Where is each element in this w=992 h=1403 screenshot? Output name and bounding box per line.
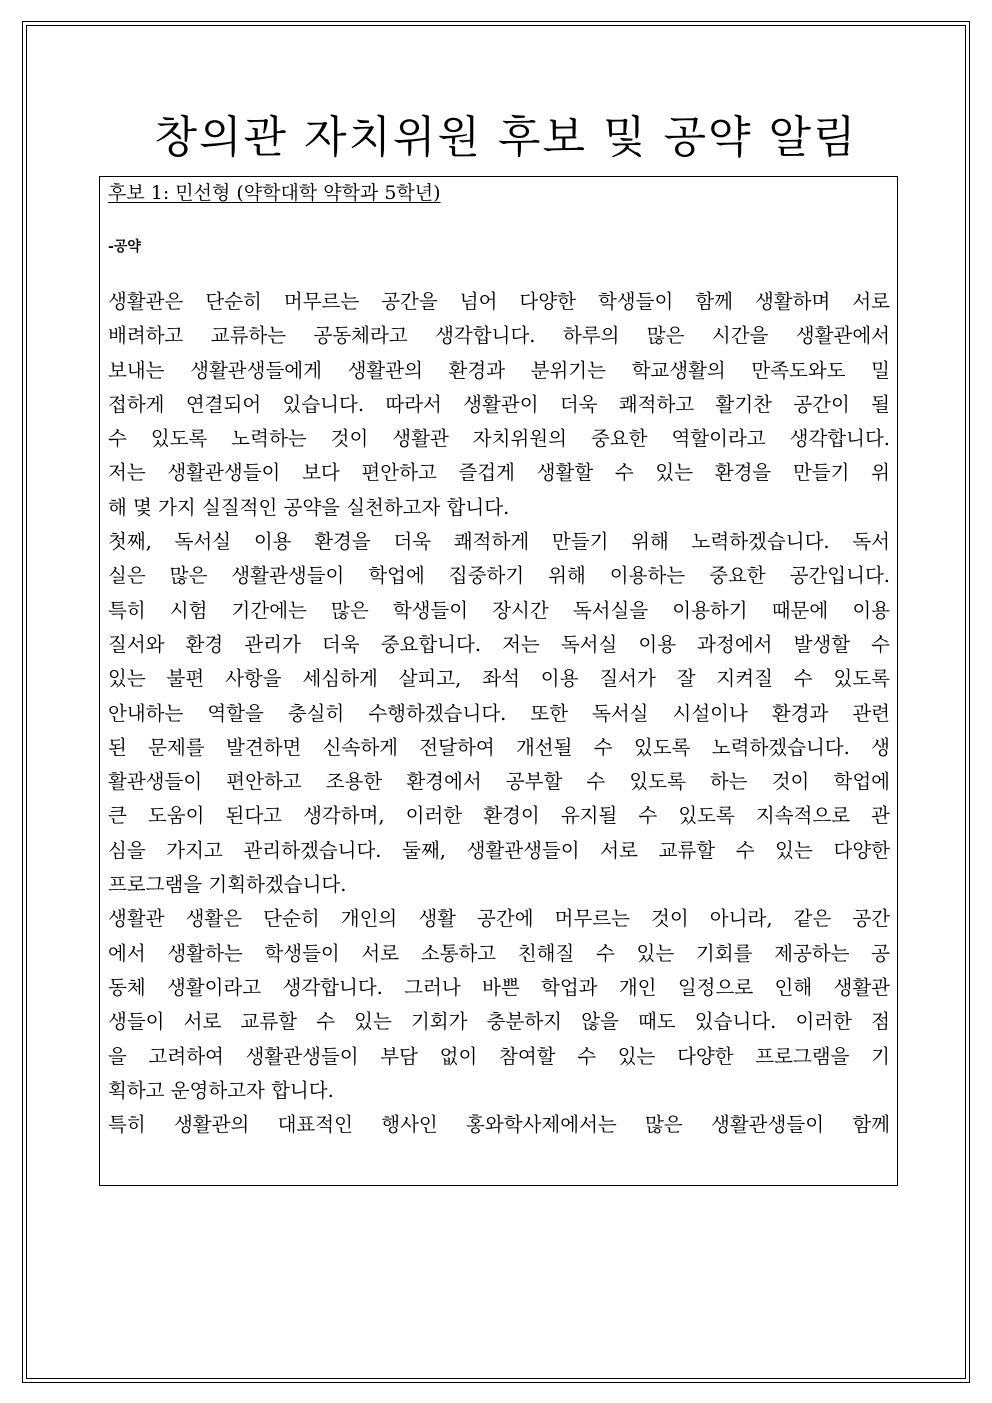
pledge-line: 첫째, 독서실 이용 환경을 더욱 쾌적하게 만들기 위해 노력하겠습니다. 독서 [108,530,890,554]
pledge-line: 된 문제를 발견하면 신속하게 전달하여 개선될 수 있도록 노력하겠습니다. 생 [108,735,890,759]
pledge-section-label: -공약 [108,239,141,255]
pledge-line: 획하고 운영하고자 합니다. [108,1078,334,1102]
pledge-line: 생활관 생활은 단순히 개인의 생활 공간에 머무르는 것이 아니라, 같은 공간 [108,907,890,931]
pledge-line: 있는 불편 사항을 세심하게 살피고, 좌석 이용 질서가 잘 지켜질 수 있도록 [108,667,890,691]
pledge-line: 활관생들이 편안하고 조용한 환경에서 공부할 수 있도록 하는 것이 학업에 [108,770,890,794]
pledge-line: 해 몇 가지 실질적인 공약을 실천하고자 합니다. [108,495,510,519]
page-title: 창의관 자치위원 후보 및 공약 알림 [154,112,858,163]
candidate-box [99,176,898,1186]
pledge-line: 생들이 서로 교류할 수 있는 기회가 충분하지 않을 때도 있습니다. 이러한 점 [108,1010,890,1034]
pledge-line: 실은 많은 생활관생들이 학업에 집중하기 위해 이용하는 중요한 공간입니다. [108,564,890,588]
pledge-line: 특히 시험 기간에는 많은 학생들이 장시간 독서실을 이용하기 때문에 이용 [108,598,890,622]
pledge-line: 생활관은 단순히 머무르는 공간을 넘어 다양한 학생들이 함께 생활하며 서로 [108,290,890,313]
pledge-line: 프로그램을 기획하겠습니다. [108,873,347,897]
pledge-line: 심을 가지고 관리하겠습니다. 둘째, 생활관생들이 서로 교류할 수 있는 다양한 [108,838,890,862]
pledge-line: 큰 도움이 된다고 생각하며, 이러한 환경이 유지될 수 있도록 지속적으로 관 [108,804,890,828]
pledge-line: 을 고려하여 생활관생들이 부담 없이 참여할 수 있는 다양한 프로그램을 기 [108,1044,890,1068]
pledge-line: 보내는 생활관생들에게 생활관의 환경과 분위기는 학교생활의 만족도와도 밀 [108,358,890,382]
pledge-line: 안내하는 역할을 충실히 수행하겠습니다. 또한 독서실 시설이나 환경과 관련 [108,701,890,725]
pledge-line: 동체 생활이라고 생각합니다. 그러나 바쁜 학업과 개인 일정으로 인해 생활관 [108,975,890,999]
pledge-line: 에서 생활하는 학생들이 서로 소통하고 친해질 수 있는 기회를 제공하는 공 [108,941,890,965]
pledge-line: 질서와 환경 관리가 더욱 중요합니다. 저는 독서실 이용 과정에서 발생할 수 [108,632,890,656]
pledge-line: 접하게 연결되어 있습니다. 따라서 생활관이 더욱 쾌적하고 활기찬 공간이 될 [108,392,890,416]
pledge-line: 저는 생활관생들이 보다 편안하고 즐겁게 생활할 수 있는 환경을 만들기 위 [108,461,890,485]
pledge-line: 특히 생활관의 대표적인 행사인 홍와학사제에서는 많은 생활관생들이 함께 [108,1113,890,1137]
candidate-heading: 후보 1: 민선형 (약학대학 약학과 5학년) [108,182,441,204]
pledge-line: 수 있도록 노력하는 것이 생활관 자치위원의 중요한 역할이라고 생각합니다. [108,427,890,451]
pledge-line: 배려하고 교류하는 공동체라고 생각합니다. 하루의 많은 시간을 생활관에서 [108,324,890,348]
pledge-body [108,285,890,1142]
